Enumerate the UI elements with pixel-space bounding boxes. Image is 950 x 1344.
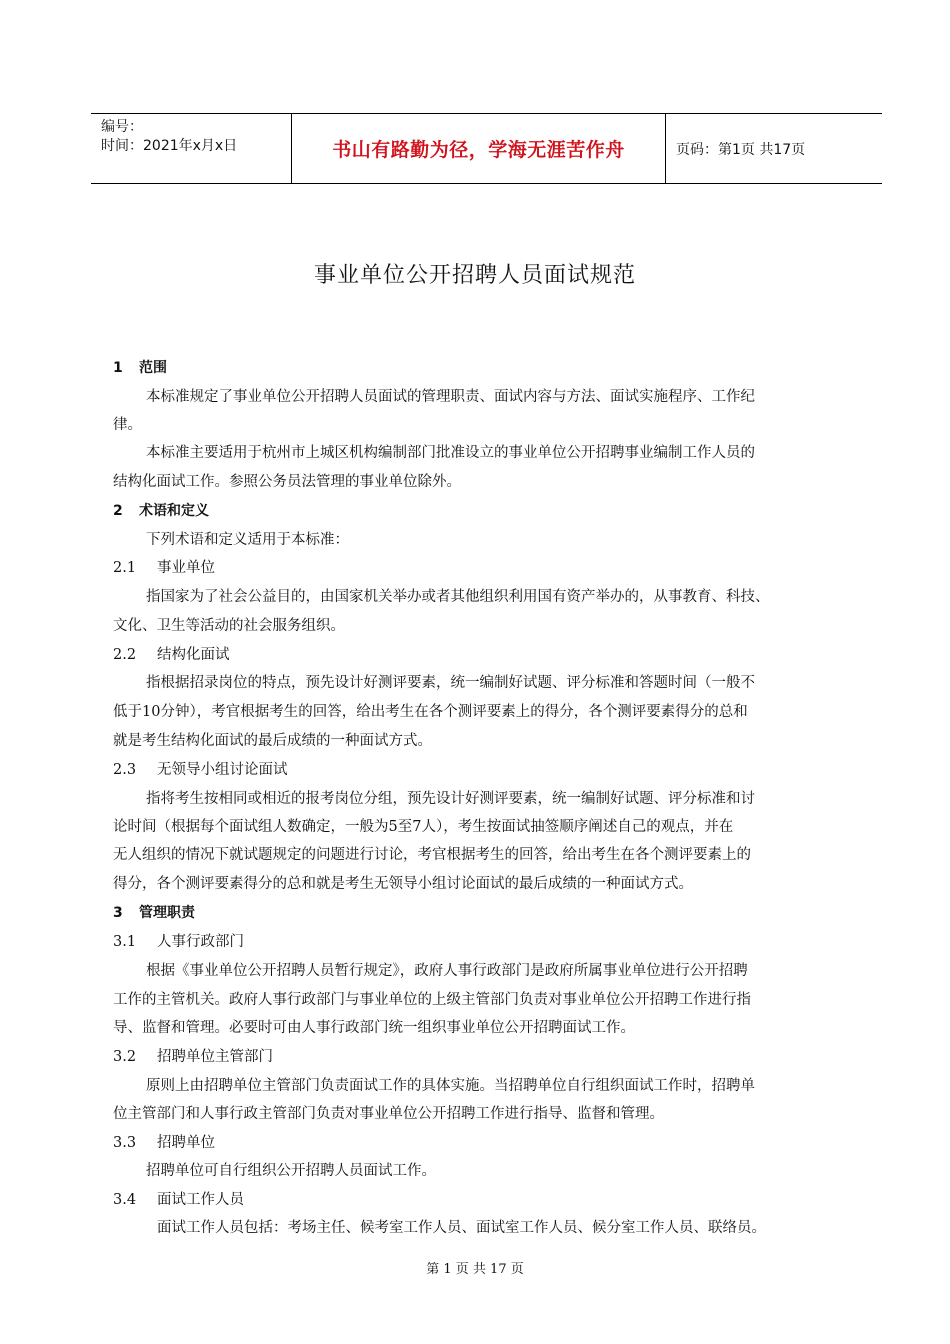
- paragraph-line: 面试工作人员包括：考场主任、候考室工作人员、面试室工作人员、候分室工作人员、联络员。: [157, 1220, 766, 1236]
- subsection-heading-3-1: [113, 930, 244, 951]
- document-title: 事业单位公开招聘人员面试规范: [313, 263, 636, 288]
- paragraph-line: 指将考生按相同或相近的报考岗位分组，预先设计好测评要素，统一编制好试题、评分标准和讨: [146, 791, 755, 807]
- paragraph-line: 导、监督和管理。必要时可由人事行政部门统一组织事业单位公开招聘面试工作。: [113, 1020, 635, 1036]
- header-meta-cell: [91, 114, 292, 183]
- section-number: 1: [113, 360, 123, 376]
- subsection-heading-3-3: [113, 1131, 215, 1152]
- section-number: 3: [113, 905, 123, 921]
- section-heading-3: [113, 902, 195, 922]
- paragraph-line: 结构化面试工作。参照公务员法管理的事业单位除外。: [113, 474, 461, 490]
- subsection-title: 面试工作人员: [157, 1192, 244, 1208]
- subsection-heading-2-2: [113, 643, 230, 664]
- paragraph-line: 律。: [113, 417, 142, 433]
- paragraph-line: 文化、卫生等活动的社会服务组织。: [113, 618, 345, 634]
- subsection-title: 人事行政部门: [157, 934, 244, 950]
- subsection-heading-2-3: [113, 758, 288, 779]
- motto-cell: [292, 114, 666, 183]
- subsection-number: 2.1: [113, 560, 137, 576]
- section-heading-2: [113, 500, 209, 520]
- page-info-text: 页码：第1页 共17页: [676, 141, 806, 158]
- paragraph-line: 低于10分钟），考官根据考生的回答，给出考生在各个测评要素上的得分，各个测评要素得分的总和: [113, 704, 748, 720]
- paragraph-line: 根据《事业单位公开招聘人员暂行规定》，政府人事行政部门是政府所属事业单位进行公开招聘: [146, 963, 748, 979]
- subsection-title: 招聘单位主管部门: [157, 1049, 273, 1065]
- paragraph-line: 工作的主管机关。政府人事行政部门与事业单位的上级主管部门负责对事业单位公开招聘工作进行指: [113, 992, 751, 1008]
- section-title: 范围: [139, 360, 167, 376]
- paragraph-line: 指国家为了社会公益目的，由国家机关举办或者其他组织利用国有资产举办的，从事教育、科技、: [146, 589, 770, 605]
- paragraph-line: 本标准主要适用于杭州市上城区机构编制部门批准设立的事业单位公开招聘事业编制工作人员的: [146, 445, 755, 461]
- page-footer: 第 1 页 共 17 页: [426, 1262, 524, 1277]
- subsection-heading-3-4: [113, 1188, 244, 1209]
- section-title: 管理职责: [139, 905, 195, 921]
- subsection-number: 2.3: [113, 762, 137, 778]
- paragraph-line: 得分，各个测评要素得分的总和就是考生无领导小组讨论面试的最后成绩的一种面试方式。: [113, 876, 693, 892]
- subsection-number: 3.4: [113, 1192, 137, 1208]
- paragraph-line: 本标准规定了事业单位公开招聘人员面试的管理职责、面试内容与方法、面试实施程序、工作纪: [146, 389, 755, 405]
- section-title: 术语和定义: [139, 503, 209, 519]
- paragraph-line: 论时间（根据每个面试组人数确定，一般为5至7人），考生按面试抽签顺序阐述自己的观点，并在: [113, 819, 734, 835]
- paragraph-line: 原则上由招聘单位主管部门负责面试工作的具体实施。当招聘单位自行组织面试工作时，招聘单: [146, 1078, 755, 1094]
- paragraph-line: 指根据招录岗位的特点，预先设计好测评要素，统一编制好试题、评分标准和答题时间（一般不: [146, 675, 755, 691]
- page-info-cell: [666, 114, 882, 183]
- subsection-title: 无领导小组讨论面试: [157, 762, 288, 778]
- section-heading-1: [113, 357, 167, 377]
- number-label: 编号：: [101, 119, 143, 135]
- paragraph-line: 招聘单位可自行组织公开招聘人员面试工作。: [146, 1163, 436, 1179]
- subsection-number: 3.2: [113, 1049, 137, 1065]
- subsection-title: 招聘单位: [157, 1135, 215, 1151]
- paragraph-line: 无人组织的情况下就试题规定的问题进行讨论，考官根据考生的回答，给出考生在各个测评要素上的: [113, 847, 751, 863]
- time-label: 时间：2021年x月x日: [101, 138, 238, 154]
- subsection-number: 3.1: [113, 934, 137, 950]
- subsection-title: 事业单位: [157, 560, 215, 576]
- subsection-title: 结构化面试: [157, 647, 230, 663]
- subsection-heading-3-2: [113, 1045, 273, 1066]
- motto-text: 书山有路勤为径，学海无涯苦作舟: [332, 139, 625, 161]
- subsection-number: 2.2: [113, 647, 137, 663]
- subsection-number: 3.3: [113, 1135, 137, 1151]
- subsection-heading-2-1: [113, 556, 215, 577]
- header-table: [91, 113, 882, 184]
- paragraph-line: 就是考生结构化面试的最后成绩的一种面试方式。: [113, 733, 432, 749]
- section-number: 2: [113, 503, 123, 519]
- paragraph-line: 下列术语和定义适用于本标准：: [146, 532, 349, 548]
- paragraph-line: 位主管部门和人事行政主管部门负责对事业单位公开招聘工作进行指导、监督和管理。: [113, 1106, 664, 1122]
